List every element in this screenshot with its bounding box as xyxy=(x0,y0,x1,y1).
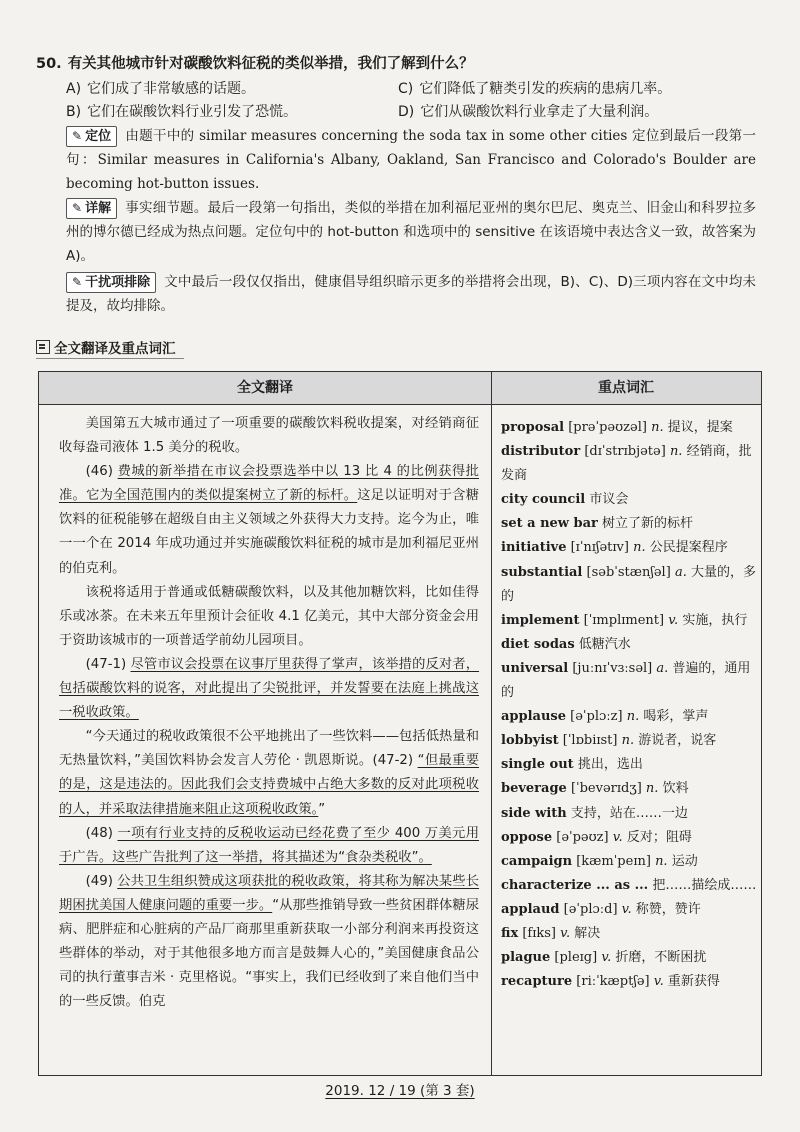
vocab-definition: 支持，站在……一边 xyxy=(570,805,688,821)
section-header xyxy=(36,336,184,359)
vocab-word: characterize ... as ... xyxy=(501,877,649,893)
translation-paragraph xyxy=(59,460,479,580)
vocab-definition: 折磨，不断困扰 xyxy=(615,950,707,966)
text-segment: 美国第五大城市通过了一项重要的碳酸饮料税收提案，对经销商征收每盎司液体 1.5 美分的税收。 xyxy=(59,416,479,456)
vocab-item xyxy=(501,729,757,753)
vocab-part-of-speech: a. xyxy=(674,564,687,580)
vocab-item xyxy=(501,850,757,874)
column-header-vocabulary: 重点词汇 xyxy=(598,380,654,396)
text-segment: (46) xyxy=(85,464,118,480)
vocab-definition: 称赞，赞许 xyxy=(635,901,701,917)
vocab-word: fix xyxy=(501,925,519,941)
vocab-phonetic: [əˈplɔːz] xyxy=(570,709,623,725)
vocabulary-column xyxy=(501,416,757,994)
vocab-phonetic: [ˈɪmplɪment] xyxy=(583,612,665,628)
vocab-part-of-speech: v. xyxy=(668,612,679,628)
vocab-definition: 饮料 xyxy=(662,781,689,797)
vocab-phonetic: [səbˈstænʃəl] xyxy=(586,564,671,580)
underlined-segment: 一项有行业支持的反税收运动已经花费了至少 400 万美元用于广告。这些广告批判了这一举措，将其描述为“食杂类税收”。 xyxy=(59,825,479,865)
footer-text: 2019. 12 / 19 (第 3 套) xyxy=(325,1083,475,1099)
explain-tag: ✎ 详解 xyxy=(66,198,117,219)
text-segment: “从那些推销导致一些贫困群体糖尿病、肥胖症和心脏病的产品厂商那里重新获取一小部分利润来再投资这些群体的举动，对于其他很多地方而言是鼓舞人心的，”美国健康食品公司的执行董事吉米 · 克里格说。“事实上，我们已经收到了来自他们当中的一些反馈。伯克 xyxy=(59,897,479,1010)
vocab-phonetic: [ˈbevərɪdʒ] xyxy=(570,781,642,797)
vocab-part-of-speech: v. xyxy=(621,901,632,917)
locate-text: 由题干中的 similar measures concerning the soda tax in some other cities 定位到最后一段第一句：Similar measures in California's Albany, Oakland, San Francisco and Colorado's Boulder are becoming hot-button issues. xyxy=(66,128,756,192)
vocab-word: beverage xyxy=(501,781,567,797)
vocab-word: diet sodas xyxy=(501,636,575,652)
text-segment: (49) xyxy=(85,873,118,889)
vocab-item xyxy=(501,705,757,729)
option-d: D) 它们从碳酸饮料行业拿走了大量利润。 xyxy=(398,104,659,120)
vocab-item xyxy=(501,440,757,488)
vocab-item xyxy=(501,609,757,633)
vocab-item xyxy=(501,777,757,801)
vocab-word: oppose xyxy=(501,829,553,845)
vocab-word: plague xyxy=(501,950,551,966)
text-segment: (48) xyxy=(85,825,118,841)
vocab-part-of-speech: n. xyxy=(651,420,664,435)
text-segment: ” xyxy=(318,801,326,817)
page-footer xyxy=(0,1079,800,1099)
vocab-word: implement xyxy=(501,612,580,628)
vocab-phonetic: [kæmˈpeɪn] xyxy=(576,853,651,869)
vocab-word: universal xyxy=(501,660,569,676)
pen-icon: ✎ xyxy=(72,275,83,289)
vocab-word: applaud xyxy=(501,901,560,917)
translation-table xyxy=(38,371,762,1076)
underlined-segment: 公共卫生组织赞成这项获批的税收政策，将其称为解决某些长期困扰美国人健康问题的重要一步。 xyxy=(59,873,480,913)
option-b: B) 它们在碳酸饮料行业引发了恐慌。 xyxy=(66,104,298,120)
vocab-definition: 喝彩，掌声 xyxy=(643,709,709,725)
vocab-part-of-speech: v. xyxy=(612,829,623,845)
vocab-definition: 大量的，多的 xyxy=(501,564,756,604)
vocab-definition: 解决 xyxy=(574,925,601,941)
section-title: 全文翻译及重点词汇 xyxy=(54,341,176,357)
vocab-definition: 树立了新的标杆 xyxy=(602,516,694,532)
vocab-item xyxy=(501,874,757,898)
pen-icon: ✎ xyxy=(72,201,83,215)
vocab-part-of-speech: n. xyxy=(669,444,683,460)
translation-paragraph xyxy=(59,822,479,870)
vocab-phonetic: [fɪks] xyxy=(522,925,557,941)
column-divider xyxy=(491,372,492,1075)
vocab-word: recapture xyxy=(501,974,573,990)
vocab-item xyxy=(501,826,757,850)
vocab-phonetic: [juːnɪˈvɜːsəl] xyxy=(572,660,653,676)
vocab-definition: 经销商，批发商 xyxy=(501,444,752,484)
pen-icon: ✎ xyxy=(72,129,83,143)
underlined-segment: 费城的新举措在市议会投票选举中以 13 比 4 的比例获得批准。它为全国范围内的类似提案树立了新的标杆。 xyxy=(59,464,479,504)
vocab-part-of-speech: n. xyxy=(621,733,635,749)
question-title xyxy=(36,52,756,73)
translation-column xyxy=(59,412,479,1014)
vocab-word: side with xyxy=(501,805,567,821)
translation-paragraph xyxy=(59,870,479,1015)
vocab-definition: 提议，提案 xyxy=(667,420,733,435)
text-segment: “今天通过的税收政策很不公平地挑出了一些饮料——包括低热量和无热量饮料，”美国饮料协会发言人劳伦 · 凯恩斯说。(47-2) xyxy=(59,729,479,769)
vocab-definition: 运动 xyxy=(671,853,698,869)
translation-paragraph xyxy=(59,581,479,653)
vocab-item xyxy=(501,753,757,777)
vocab-phonetic: [əˈplɔːd] xyxy=(563,901,618,917)
vocab-item xyxy=(501,898,757,922)
vocab-phonetic: [riːˈkæptʃə] xyxy=(576,974,650,990)
column-header-translation: 全文翻译 xyxy=(237,380,293,396)
vocab-item xyxy=(501,802,757,826)
distractor-text: 文中最后一段仅仅指出，健康倡导组织暗示更多的举措将会出现，B)、C)、D)三项内容在文中均未提及，故均排除。 xyxy=(66,274,756,314)
vocab-part-of-speech: n. xyxy=(645,781,659,797)
vocab-item xyxy=(501,657,757,705)
vocab-item xyxy=(501,416,757,440)
vocab-phonetic: [ˈlɒbiɪst] xyxy=(562,733,618,749)
translation-paragraph xyxy=(59,412,479,460)
translation-paragraph xyxy=(59,653,479,725)
vocab-word: single out xyxy=(501,757,574,773)
explain-text: 事实细节题。最后一段第一句指出，类似的举措在加利福尼亚州的奥尔巴尼、奥克兰、旧金山和科罗拉多州的博尔德已经成为热点问题。定位句中的 hot-button 和选项中的 sensitive 在该语境中表达含义一致，故答案为 A)。 xyxy=(66,200,756,264)
distractor-tag: ✎ 干扰项排除 xyxy=(66,272,156,293)
vocab-definition: 游说者，说客 xyxy=(638,733,717,749)
locate-block xyxy=(66,124,756,196)
vocab-definition: 挑出，选出 xyxy=(577,757,643,773)
vocab-definition: 实施，执行 xyxy=(682,612,748,628)
locate-tag: ✎ 定位 xyxy=(66,126,117,147)
vocab-word: initiative xyxy=(501,540,567,556)
document-icon xyxy=(36,340,50,354)
text-segment: (47-1) xyxy=(85,656,131,672)
vocab-definition: 普遍的，通用的 xyxy=(501,660,751,701)
underlined-segment: 尽管市议会投票在议事厅里获得了掌声，该举措的反对者，包括碳酸饮料的说客，对此提出了尖锐批评，并发誓要在法庭上挑战这一税收政策。 xyxy=(59,656,480,721)
translation-paragraph xyxy=(59,725,479,821)
vocab-word: applause xyxy=(501,709,567,725)
vocab-part-of-speech: v. xyxy=(560,925,571,941)
vocab-item xyxy=(501,922,757,946)
vocab-part-of-speech: n. xyxy=(633,540,646,556)
vocab-item xyxy=(501,946,757,970)
vocab-definition: 重新获得 xyxy=(667,974,720,990)
explain-block xyxy=(66,196,756,268)
vocab-word: distributor xyxy=(501,444,581,460)
vocab-item xyxy=(501,633,757,657)
question-text: 有关其他城市针对碳酸饮料征税的类似举措，我们了解到什么？ xyxy=(67,56,474,72)
vocab-item xyxy=(501,970,757,994)
vocab-word: substantial xyxy=(501,564,583,580)
vocab-definition: 低糖汽水 xyxy=(578,636,631,652)
text-segment: 这足以证明对于含糖饮料的征税能够在超级自由主义领域之外获得大力支持。迄今为止，唯一一个在 2014 年成功通过并实施碳酸饮料征税的城市是加利福尼亚州的伯克利。 xyxy=(59,488,480,576)
vocab-item xyxy=(501,488,757,512)
option-a: A) 它们成了非常敏感的话题。 xyxy=(66,81,256,97)
vocab-word: campaign xyxy=(501,853,573,869)
vocab-definition: 把……描绘成…… xyxy=(652,877,757,893)
vocab-part-of-speech: v. xyxy=(601,950,612,966)
vocab-phonetic: [əˈpəʊz] xyxy=(556,829,609,845)
text-segment: 该税将适用于普通或低糖碳酸饮料，以及其他加糖饮料，比如佳得乐或冰茶。在未来五年里预计会征收 4.1 亿美元，其中大部分资金会用于资助该城市的一项普适学前幼儿园项目。 xyxy=(59,584,479,648)
vocab-part-of-speech: n. xyxy=(655,853,668,869)
vocab-item xyxy=(501,536,757,560)
vocab-phonetic: [pleɪg] xyxy=(554,950,598,966)
option-c: C) 它们降低了糖类引发的疾病的患病几率。 xyxy=(398,81,672,97)
vocab-part-of-speech: a. xyxy=(656,660,669,676)
vocab-part-of-speech: n. xyxy=(626,709,640,725)
vocab-definition: 反对；阻碍 xyxy=(626,829,692,845)
distractor-block xyxy=(66,270,756,318)
vocab-phonetic: [dɪˈstrɪbjətə] xyxy=(584,444,666,460)
vocab-phonetic: [ɪˈnɪʃətɪv] xyxy=(570,540,629,556)
vocab-item xyxy=(501,561,757,609)
table-header-row xyxy=(39,372,761,405)
underlined-segment: “但最重要的是，这是违法的。因此我们会支持费城中占绝大多数的反对此项税收的人，并采取法律措施来阻止这项税收政策。 xyxy=(59,753,479,817)
vocab-part-of-speech: v. xyxy=(653,974,664,990)
vocab-word: lobbyist xyxy=(501,733,559,749)
vocab-word: proposal xyxy=(501,420,565,435)
question-number: 50. xyxy=(36,56,62,72)
vocab-phonetic: [prəˈpəʊzəl] xyxy=(568,420,647,435)
vocab-definition: 公民提案程序 xyxy=(649,540,728,556)
vocab-word: set a new bar xyxy=(501,516,598,532)
vocab-item xyxy=(501,512,757,536)
vocab-definition: 市议会 xyxy=(589,492,629,508)
vocab-word: city council xyxy=(501,492,586,508)
